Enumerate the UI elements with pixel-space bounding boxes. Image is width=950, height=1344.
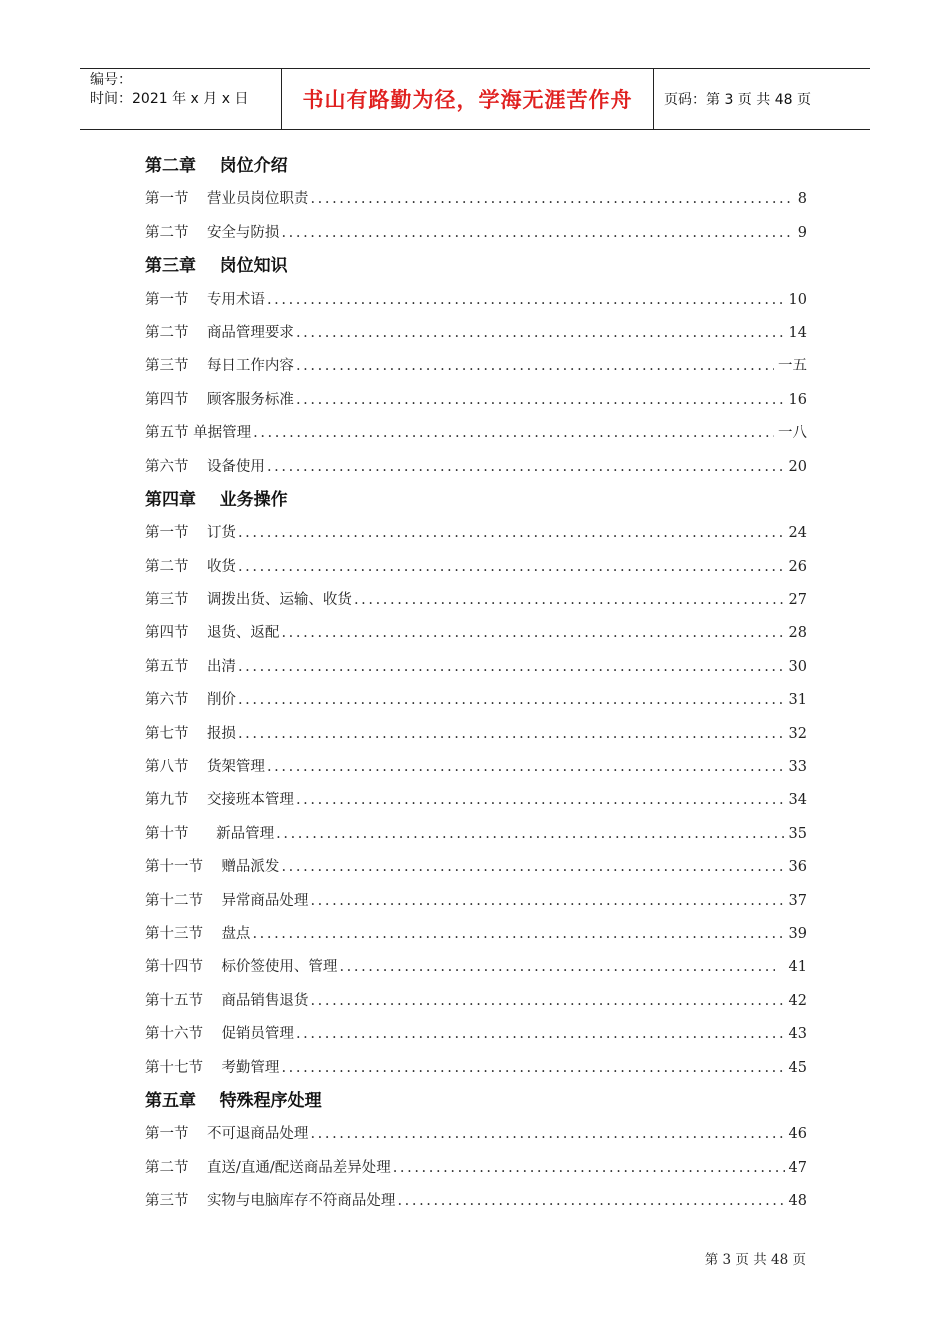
chapter-heading [145, 150, 807, 183]
section-label: 第十七节 [145, 1059, 222, 1076]
toc-entry [145, 1118, 807, 1151]
dot-leader [281, 617, 784, 650]
section-label: 第四节 [145, 625, 207, 642]
toc-entry [145, 417, 807, 450]
section-title: 直送/直通/配送商品差异处理 [206, 1159, 391, 1176]
section-page-number: 31 [788, 692, 807, 709]
dot-leader [296, 1018, 785, 1051]
toc-entry-line [145, 1185, 807, 1218]
dot-leader [267, 451, 785, 484]
header-meta [80, 69, 282, 129]
dot-leader [238, 718, 785, 751]
chapter-title: 第二章 岗位介绍 [145, 156, 288, 176]
section-label: 第二节 [145, 224, 207, 241]
number-label: 编号： [90, 72, 132, 88]
toc-entry [145, 784, 807, 817]
section-page-number: 30 [788, 658, 807, 675]
chapter-heading [145, 250, 807, 283]
section-page-number: 39 [788, 925, 807, 942]
toc-entry [145, 1018, 807, 1051]
toc-entry [145, 651, 807, 684]
section-label: 第十四节 [145, 959, 222, 976]
section-title: 设备使用 [206, 458, 265, 475]
section-page-number: 37 [788, 892, 807, 909]
toc-entry-line [145, 818, 807, 851]
section-title: 交接班本管理 [206, 792, 294, 809]
section-title: 削价 [206, 692, 236, 709]
section-page-number: 14 [788, 324, 807, 341]
dot-leader [354, 584, 785, 617]
toc-entry [145, 684, 807, 717]
section-title: 异常商品处理 [221, 892, 309, 909]
section-label: 第八节 [145, 759, 207, 776]
toc-entry-line [145, 651, 807, 684]
section-page-number: 26 [788, 558, 807, 575]
section-page-number: 35 [788, 825, 807, 842]
toc-entry-line [145, 350, 807, 383]
section-page-number: 16 [788, 391, 807, 408]
dot-leader [253, 417, 774, 450]
section-label: 第七节 [145, 725, 207, 742]
section-label: 第十五节 [145, 992, 222, 1009]
toc-entry [145, 317, 807, 350]
toc-entry [145, 183, 807, 216]
section-title: 盘点 [221, 925, 251, 942]
toc-entry [145, 1152, 807, 1185]
toc-entry [145, 584, 807, 617]
chapter-title: 第五章 特殊程序处理 [145, 1090, 322, 1111]
section-title: 报损 [206, 725, 236, 742]
toc-entry-line [145, 451, 807, 484]
toc-entry-line [145, 751, 807, 784]
toc-entry-line [145, 1052, 807, 1085]
time-line: 时间：2021 年 x 月 x 日 [90, 91, 249, 107]
dot-leader [296, 350, 774, 383]
section-page-number: 一五 [778, 358, 807, 375]
dot-leader [281, 1052, 784, 1085]
section-page-number: 24 [788, 525, 807, 542]
toc-entry-line [145, 1118, 807, 1151]
section-page-number: 46 [788, 1126, 807, 1143]
section-title: 实物与电脑库存不符商品处理 [206, 1193, 396, 1210]
page-info-text: 页码：第 3 页 共 48 页 [664, 92, 811, 108]
toc-entry-line [145, 417, 807, 450]
toc-entry-line [145, 885, 807, 918]
section-title: 收货 [206, 558, 236, 575]
toc-entry-line [145, 183, 807, 216]
toc-entry-line [145, 784, 807, 817]
toc-entry [145, 384, 807, 417]
section-label: 第二节 [145, 558, 207, 575]
section-title: 安全与防损 [206, 224, 280, 241]
section-label: 第十三节 [145, 925, 222, 942]
toc-entry [145, 217, 807, 250]
section-label: 第一节 [145, 525, 207, 542]
section-label: 第二节 [145, 1159, 207, 1176]
toc-entry [145, 985, 807, 1018]
toc-entry-line [145, 317, 807, 350]
chapter-title: 第三章 岗位知识 [145, 256, 288, 277]
dot-leader [238, 651, 785, 684]
section-title: 考勤管理 [221, 1059, 280, 1076]
section-label: 第一节 [145, 1126, 207, 1143]
dot-leader [397, 1185, 784, 1218]
dot-leader [281, 217, 793, 250]
section-page-number: 33 [788, 759, 807, 776]
section-title: 顾客服务标准 [206, 391, 294, 408]
section-title: 单据管理 [193, 425, 252, 442]
dot-leader [238, 517, 785, 550]
page-footer [705, 1248, 806, 1268]
toc-entry [145, 1052, 807, 1085]
toc-entry-line [145, 617, 807, 650]
section-label: 第五节 [145, 658, 207, 675]
section-label: 第十二节 [145, 892, 222, 909]
toc-entry [145, 451, 807, 484]
toc-entry-line [145, 985, 807, 1018]
section-title: 营业员岗位职责 [206, 191, 309, 208]
toc-entry [145, 517, 807, 550]
section-title: 商品管理要求 [206, 324, 294, 341]
section-title: 出清 [206, 658, 236, 675]
section-page-number: 28 [788, 625, 807, 642]
section-page-number: 8 [797, 191, 807, 208]
dot-leader [267, 284, 785, 317]
toc-entry-line [145, 1018, 807, 1051]
section-page-number: 42 [788, 992, 807, 1009]
toc-entry-line [145, 951, 807, 984]
section-page-number: 20 [788, 458, 807, 475]
dot-leader [310, 885, 784, 918]
toc-entry-line [145, 718, 807, 751]
dot-leader [296, 384, 785, 417]
chapter-heading [145, 1085, 807, 1118]
section-title: 调拨出货、运输、收货 [206, 592, 352, 609]
dot-leader [238, 684, 785, 717]
toc-entry [145, 851, 807, 884]
toc-entry-line [145, 384, 807, 417]
dot-leader [252, 918, 784, 951]
footer-page-number: 第 3 页 共 48 页 [704, 1252, 806, 1268]
toc-entry-line [145, 684, 807, 717]
toc-entry-line [145, 851, 807, 884]
header-page-info [654, 69, 870, 129]
chapter-title: 第四章 业务操作 [145, 489, 288, 510]
dot-leader [281, 851, 784, 884]
section-label: 第五节 [145, 425, 194, 442]
dot-leader [310, 1118, 784, 1151]
toc-entry-line [145, 284, 807, 317]
dot-leader [296, 317, 785, 350]
section-title: 订货 [206, 525, 236, 542]
section-title: 促销员管理 [221, 1026, 294, 1043]
toc-entry [145, 1185, 807, 1218]
section-label: 第十节 [145, 825, 217, 842]
section-label: 第十一节 [145, 859, 222, 876]
section-page-number: 47 [788, 1159, 807, 1176]
section-label: 第三节 [145, 1193, 207, 1210]
section-label: 第一节 [145, 191, 207, 208]
document-header [80, 68, 870, 130]
section-label: 第三节 [145, 358, 207, 375]
toc-entry-line [145, 584, 807, 617]
table-of-contents [145, 150, 807, 1219]
section-page-number: 36 [788, 859, 807, 876]
section-title: 退货、返配 [206, 625, 280, 642]
section-title: 不可退商品处理 [206, 1126, 309, 1143]
dot-leader [393, 1152, 785, 1185]
dot-leader [310, 183, 793, 216]
section-page-number: 32 [788, 725, 807, 742]
section-title: 专用术语 [206, 291, 265, 308]
toc-entry-line [145, 217, 807, 250]
section-page-number: 一八 [778, 425, 807, 442]
section-label: 第四节 [145, 391, 207, 408]
section-page-number: 10 [788, 291, 807, 308]
toc-entry [145, 918, 807, 951]
section-label: 第一节 [145, 291, 207, 308]
toc-entry [145, 718, 807, 751]
toc-entry [145, 751, 807, 784]
section-page-number: 27 [788, 592, 807, 609]
section-title: 货架管理 [206, 759, 265, 776]
section-label: 第十六节 [145, 1026, 222, 1043]
section-label: 第六节 [145, 458, 207, 475]
dot-leader [238, 551, 785, 584]
section-title: 商品销售退货 [221, 992, 309, 1009]
toc-entry-line [145, 918, 807, 951]
dot-leader [267, 751, 785, 784]
dot-leader [339, 951, 775, 984]
toc-entry [145, 617, 807, 650]
header-motto [282, 69, 654, 129]
toc-entry-line [145, 517, 807, 550]
toc-entry [145, 818, 807, 851]
toc-entry [145, 885, 807, 918]
section-page-number: 45 [788, 1059, 807, 1076]
toc-entry-line [145, 1152, 807, 1185]
section-page-number: 34 [788, 792, 807, 809]
toc-entry-line [145, 551, 807, 584]
toc-entry [145, 284, 807, 317]
chapter-heading [145, 484, 807, 517]
section-page-number: 41 [779, 959, 807, 976]
section-page-number: 9 [797, 224, 807, 241]
section-title: 赠品派发 [221, 859, 280, 876]
section-title: 每日工作内容 [206, 358, 294, 375]
section-label: 第六节 [145, 692, 207, 709]
section-label: 第三节 [145, 592, 207, 609]
section-title: 新品管理 [216, 825, 275, 842]
dot-leader [276, 818, 784, 851]
dot-leader [310, 985, 784, 1018]
dot-leader [296, 784, 785, 817]
toc-entry [145, 551, 807, 584]
section-page-number: 48 [788, 1193, 807, 1210]
section-page-number: 43 [788, 1026, 807, 1043]
toc-entry [145, 350, 807, 383]
section-label: 第九节 [145, 792, 207, 809]
section-label: 第二节 [145, 324, 207, 341]
toc-entry [145, 951, 807, 984]
section-title: 标价签使用、管理 [221, 959, 338, 976]
motto-text: 书山有路勤为径，学海无涯苦作舟 [302, 88, 633, 112]
